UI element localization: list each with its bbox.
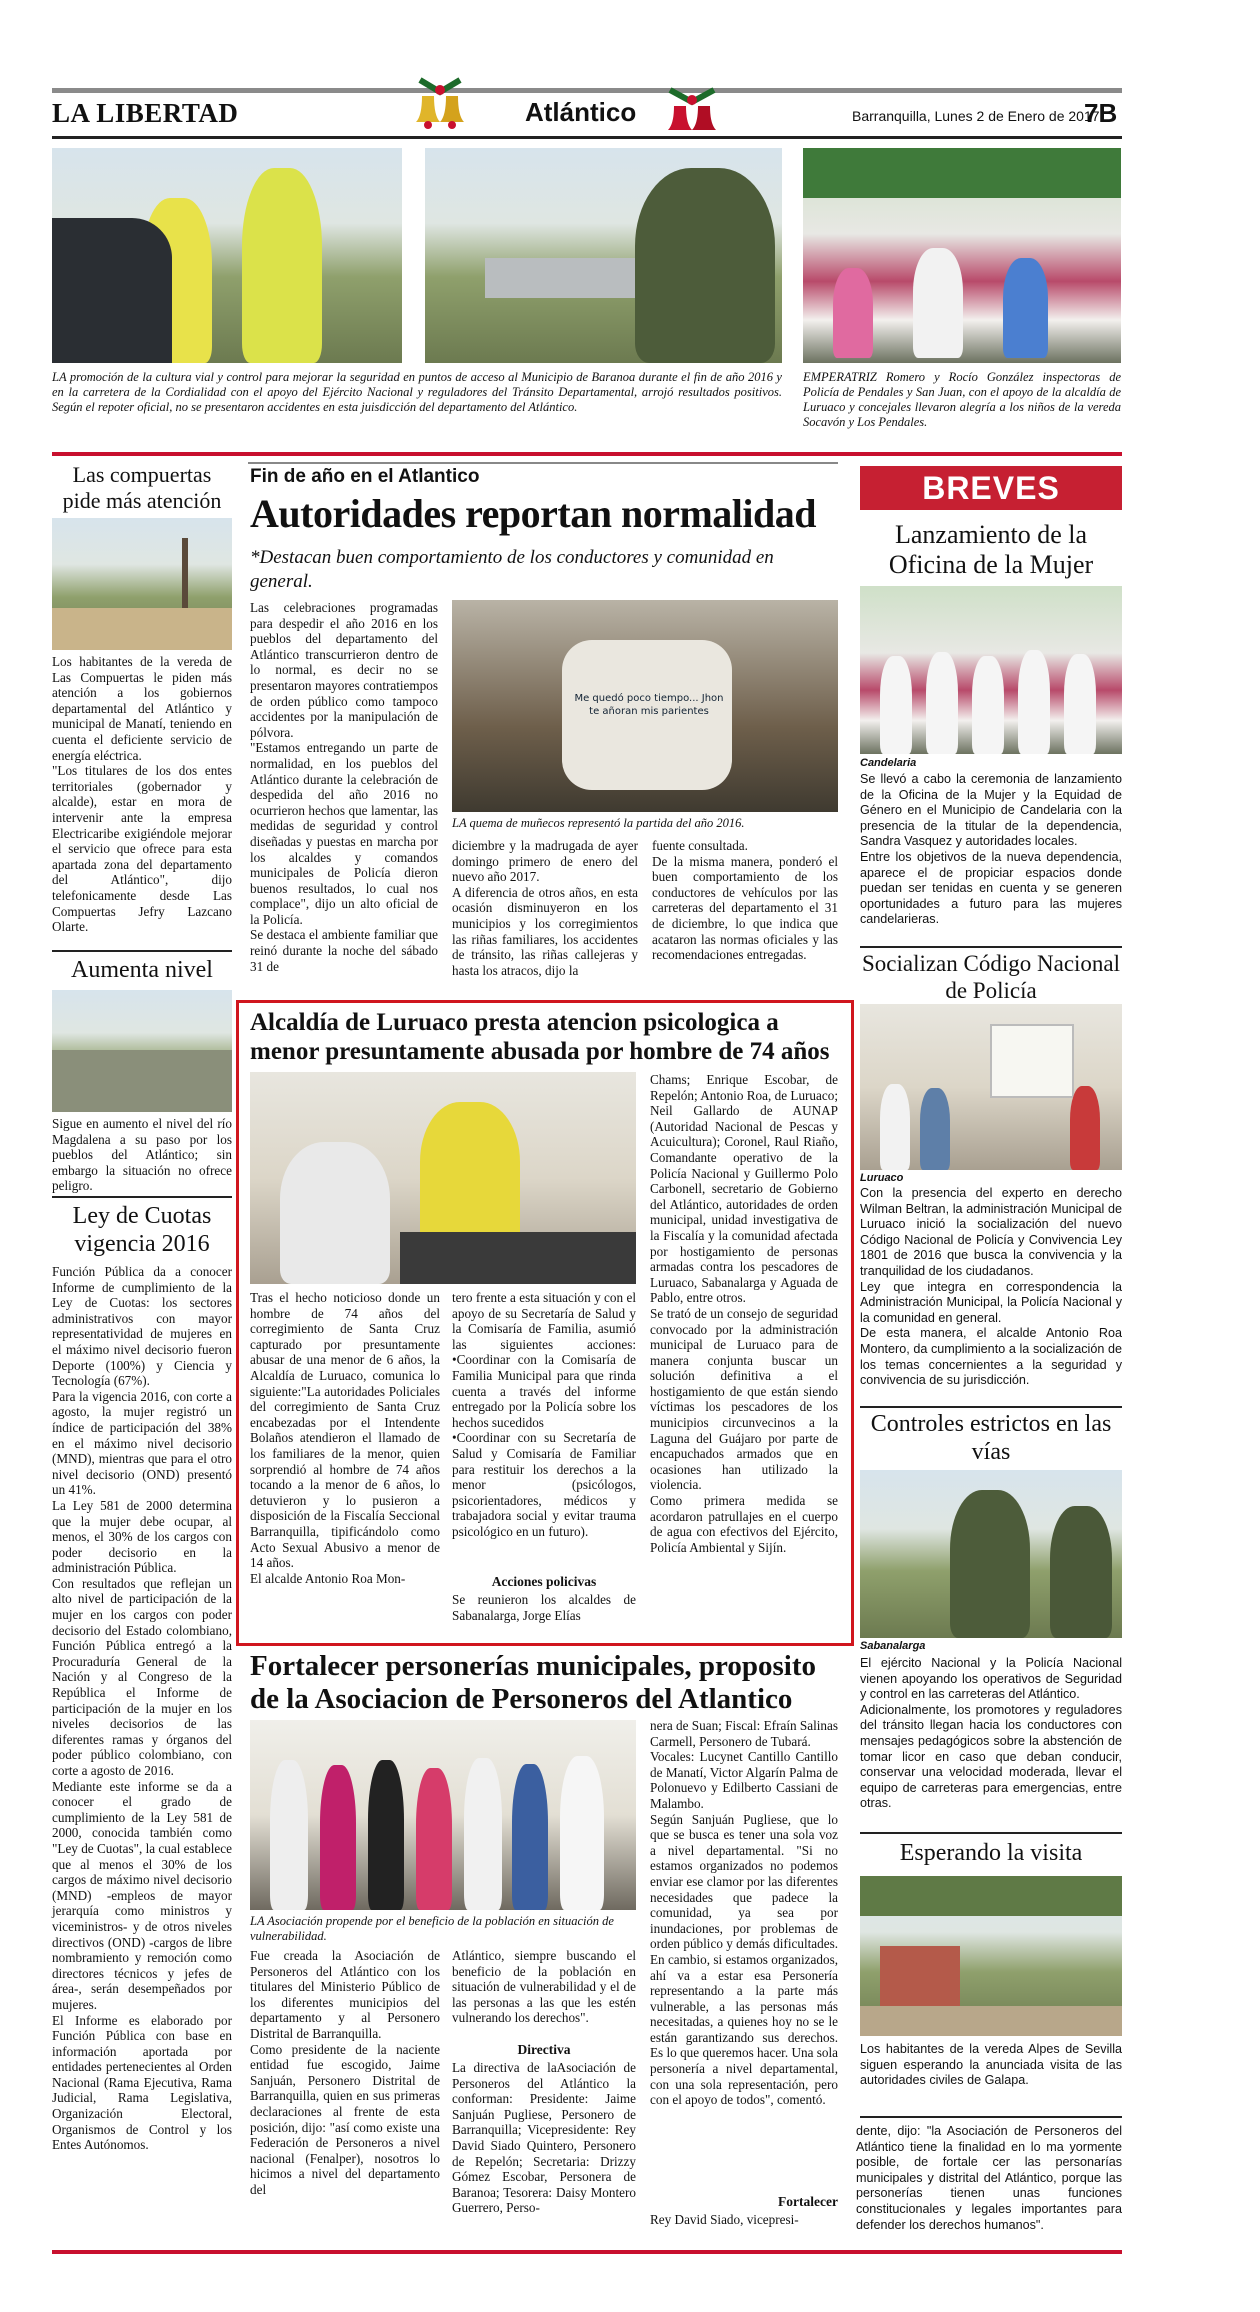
candelaria-tag: Candelaria [860, 757, 917, 769]
main-kicker: Fin de año en el Atlantico [250, 466, 480, 487]
controles-title: Controles estrictos en las vías [870, 1411, 1112, 1465]
codigo-policia-body: Con la presencia del experto en derecho Wilman Beltran, la administración Municipal de Luruaco inició la socialización del nuevo Código Nacional de Policía y Convivencia Ley 1801 de 2016 que busca la convivencia y la tranquilidad de los ciudadanos. Ley que integra en correspondencia la Administración Municipal, la Policía Nacional y la comunidad en general. De esta manera, el alcalde Antonio Roa Montero, da cumplimiento a la socialización de los temas concernientes a la seguridad y convivencia de su jurisdicción. [860, 1186, 1122, 1388]
personerias-col-2: Atlántico, siempre buscando el beneficio de la población en situación de vulnerabilidad y el de las personas a las que les estén vulnerando los derechos". [452, 1948, 636, 2026]
header-top-rule [52, 88, 1122, 93]
dateline: Barranquilla, Lunes 2 de Enero de 2017 [852, 108, 1100, 124]
river-photo [52, 990, 232, 1112]
luruaco-photo [250, 1072, 636, 1284]
compuertas-title: Las compuertas pide más atención [62, 462, 222, 513]
breves-rule [860, 946, 1122, 948]
breves-rule [860, 1832, 1122, 1834]
ley-cuotas-body: Función Pública da a conocer Informe de cumplimiento de la Ley de Cuotas: los sectores administrativos con mayor representatividad de mujeres en el máximo nivel decisorio fueron Deporte (100%) y Ciencia y Tecnología (67%). Para la vigencia 2016, con corte a agosto, la mujer registró un índice de participación del 38% en el máximo nivel decisorio (MND), mientras que para el otro nivel decisorio (OND) presentó un 41%. La Ley 581 de 2000 determina que la mujer debe ocupar, al menos, el 30% de los cargos con poder decisorio en la administración Pública. Con resultados que reflejan un alto nivel de participación de la mujer en los cargos con poder decisorio del Estado colombiano, Función Pública entregó a la Procuraduría General de la Nación y al Congreso de la República el Informe de participación de la mujer en los niveles decisorios de las diferentes ramas y órganos del poder público colombiano, con corte a agosto de 2016. Mediante este informe se da a conocer el grado de cumplimiento de la Ley 581 de 2000, conocida también como "Ley de Cuotas", la cual establece que al menos el 30% de los cargos de máximo nivel decisorio (MND) -empleos de mayor jerarquía como ministros y viceministros- y de otros niveles directivos (OND) -cargos de libre nombramiento y remoción como directores técnicos y jefes de área-, serán desempeñados por mujeres. El Informe es elaborado por Función Pública con base en información aportada por entidades pertenecientes al Orden Nacional (Rama Ejecutiva, Rama Judicial, Rama Legislativa, Organización Electoral, Organismos de Control y los Entes Autónomos. [52, 1264, 232, 2153]
personerias-col-1: Fue creada la Asociación de Personeros del Atlántico con los titulares del Ministerio Público de los diferentes municipios del departamento y al Personero Distrital de Barranquilla. Como presidente de la naciente entidad fue escogido, Jaime Sanjuán, Personero Distrital de Barranquilla, quien en sus primeras declaraciones al frente de esta posición, dijo: "así como existe una Federación de Personeros a nivel nacional (Fenalper), nosotros lo hicimos a nivel del departamento del [250, 1948, 440, 2197]
footer-rule [52, 2250, 1122, 2254]
codigo-policia-title: Socializan Código Nacional de Policía [861, 951, 1121, 1003]
luruaco-col-2: tero frente a esta situación y con el apoyo de su Secretaría de Salud y la Comisaría de Familia, asumió las siguientes acciones: •Coordinar con la Comisaría de Familia Municipal para que rinda cuenta a través del informe entregado por la Policía sobre los hechos sucedidos •Coordinar con su Secretaría de Salud y Comisaría de Familiar para restituir los derechos a la menor (psicólogos, psicorientadores, médicos y trabajadora social y evitar trauma psicológico en un futuro). [452, 1290, 636, 1539]
section-divider [52, 452, 1122, 456]
top-right-caption: EMPERATRIZ Romero y Rocío González inspectoras de Policía de Pendales y San Juan, con el apoyo de la alcaldía de Luruaco y concejales llevaron alegría a los niños de la vereda Socavón y Los Pendales. [803, 370, 1121, 429]
page-number: 7B [1084, 98, 1118, 128]
fortalecer-subhead: Fortalecer [778, 2194, 838, 2209]
sabanalarga-tag: Sabanalarga [860, 1640, 926, 1652]
header-bottom-rule [52, 136, 1122, 139]
effigy-sign: Me quedó poco tiempo... Jhon te añoran mis parientes [574, 693, 724, 717]
esperando-body: Los habitantes de la vereda Alpes de Sevilla siguen esperando la anunciada visita de las autoridades civiles de Galapa. [860, 2042, 1122, 2088]
christmas-bells-icon [410, 72, 470, 134]
luruaco-col-2b: Se reunieron los alcaldes de Sabanalarga, Jorge Elías [452, 1592, 636, 1623]
paper-name: LA LIBERTAD [52, 98, 239, 128]
oficina-mujer-photo [860, 586, 1122, 754]
traffic-control-photo [52, 148, 402, 363]
main-title: Autoridades reportan normalidad [250, 491, 817, 536]
children-event-photo [803, 148, 1121, 363]
sidebar-rule [52, 1196, 232, 1198]
effigy-photo [452, 600, 838, 812]
breves-rule [860, 2116, 1122, 2118]
christmas-bells-icon [662, 80, 722, 142]
luruaco-col-1: Tras el hecho noticioso donde un hombre de 74 años del corregimiento de Santa Cruz capturado por presuntamente abusar de una menor de 6 años, la Alcaldía de Luruaco, comunica lo siguiente:"La autoridades Policiales del corregimiento de Santa Cruz encabezadas por el Intendente Bolaños atendieron el llamado de los familiares de la menor, quien sorprendió al hombre de 74 años tocando a la menor de 6 años, lo detuvieron y lo pusieron a disposición de la Fiscalía Seccional Barranquilla, tipificándolo como Acto Sexual Abusivo a menor de 14 años. El alcalde Antonio Roa Mon- [250, 1290, 440, 1586]
compuertas-photo [52, 518, 232, 650]
top-left-caption: LA promoción de la cultura vial y control para mejorar la seguridad en puntos de acceso al Municipio de Baranoa durante el fin de año 2016 y en la carretera de la Cordialidad con el apoyo del Ejército Nacional y reguladores del Tránsito Departamental, arrojó resultados positivos. Según el repoter oficial, no se presentaron accidentes en esta juisdicción del departamento del Atlántico. [52, 370, 782, 414]
breves-banner: BREVES [860, 466, 1122, 510]
codigo-policia-photo [860, 1004, 1122, 1170]
personerias-col-3: nera de Suan; Fiscal: Efraín Salinas Carmell, Personero de Tubará. Vocales: Lucynet Cantillo Cantillo de Manatí, Victor Algarín Palma de Polonuevo y Edilberto Cassiani de Malambo. Según Sanjuán Pugliese, que lo que se busca es tener una sola voz a nivel departamental. "Si no estamos organizados no podemos enviar ese clamor por las diferentes necesidades que padece la comunidad, ya sea por inundaciones, por problemas de orden público y demás dificultades. En cambio, si estamos organizados, ahí va a estar esa Personería representando a la parte más vulnerable, a las personas más necesitadas, a quienes hoy no se le están garantizando sus derechos. Es lo que queremos hacer. Una sola personería a nivel departamental, con una sola representación, pero con el apoyo de todos", comentó. [650, 1718, 839, 2108]
main-top-rule [248, 462, 838, 464]
ley-cuotas-title: Ley de Cuotas vigencia 2016 [72, 1203, 212, 1257]
effigy-caption: LA quema de muñecos representó la partida del año 2016. [452, 816, 745, 830]
controles-photo [860, 1470, 1122, 1638]
esperando-photo [860, 1876, 1122, 2036]
main-col-2: diciembre y la madrugada de ayer domingo primero de enero del nuevo año 2017. A diferencia de otros años, en esta ocasión disminuyeron en los municipios y los corregimientos las riñas familiares, los accidentes de tránsito, las riñas callejeras y hasta los atracos, dijo la [452, 838, 638, 978]
personerias-title: Fortalecer personerías municipales, proposito de la Asociacion de Personeros del Atlantico [250, 1650, 816, 1715]
breves-rule [860, 1406, 1122, 1408]
oficina-mujer-title: Lanzamiento de la Oficina de la Mujer [888, 520, 1094, 579]
luruaco-col-3: Chams; Enrique Escobar, de Repelón; Antonio Roa, de Luruaco; Neil Gallardo de AUNAP (Autoridad Nacional de Pescas y Acuicultura); Coronel, Raul Riaño, Comandante operativo de la Policía Nacional y Guillermo Polo Carbonell, secretario de Gobierno del Atlántico, autoridades de orden municipal, unidad investigativa de la Fiscalía y la comunidad afectada por hostigamiento de personas armadas contra los pescadores de Luruaco, Sabanalarga y Aguada de Pablo, entre otros. Se trató de un consejo de seguridad convocado por la administración municipal de Luruaco para de manera conjunta buscar un solución definitiva a el hostigamiento de que están siendo víctimas los pescadores de los municipios circunvecinos a la Laguna del Guájaro por parte de encapuchados armados que en ocasiones han utilizado la violencia. Como primera medida se acordaron patrullajes en el cuerpo de agua con efectivos del Ejército, Policía Ambiental y Sijín. [650, 1072, 838, 1555]
oficina-mujer-body: Se llevó a cabo la ceremonia de lanzamiento de la Oficina de la Mujer y la Equidad de Género en el Municipio de Candelaria con la presencia de la titular de la dependencia, Sandra Vasquez y autoridades locales. Entre los objetivos de la nueva dependencia, aparece el de propiciar espacios donde puedan ser tenidas en cuenta y se generen oportunidades a futuro para las mujeres candelarieras. [860, 772, 1122, 927]
luruaco-title: Alcaldía de Luruaco presta atencion psicologica a menor presuntamente abusada por hombre de 74 años [250, 1009, 830, 1065]
compuertas-body: Los habitantes de la vereda de Las Compuertas le piden más atención a los gobiernos departamental del Atlántico y municipal de Manatí, teniendo en cuenta el deficiente servicio de energía eléctrica. "Los titulares de los dos entes territoriales (gobernador y alcalde), estar en mora de intervenir ante la empresa Electricaribe exigiéndole mejorar el servicio que ofrece para esta apartada zona del departamento del Atlántico", dijo telefonicamente desde Las Compuertas Jefry Lazcano Olarte. [52, 654, 232, 935]
directiva-subhead: Directiva [517, 2042, 571, 2057]
section-name: Atlántico [525, 97, 637, 127]
aumenta-nivel-title: Aumenta nivel [71, 957, 213, 983]
personerias-photo [250, 1720, 636, 1910]
sidebar-rule [52, 950, 232, 952]
personerias-col-2b: La directiva de laAsociación de Personeros del Atlántico la conforman: Presidente: Jaime Sanjuán Pugliese, Personero de Barranquilla; Vicepresidente: Rey David Siado Quintero, Personero de Repelón; Secretaria: Drizzy Gómez Escobar, Personera de Baranoa; Tesorera: Daisy Montero Guerrero, Perso- [452, 2060, 636, 2216]
personerias-caption: LA Asociación propende por el beneficio de la población en situación de vulnerabilidad. [250, 1914, 614, 1943]
aumenta-nivel-body: Sigue en aumento el nivel del río Magdalena a su paso por los pueblos del Atlántico; sin embargo la situación no ofrece peligro. [52, 1116, 232, 1194]
controles-body: El ejército Nacional y la Policía Nacional vienen apoyando los operativos de Seguridad y control en las carreteras del Atlántico. Adicionalmente, los promotores y reguladores del tránsito llegan hacia los conductores con mensajes pedagógicos sobre la abstención de tomar licor en caso que deban conducir, conservar una velocidad moderada, llevar el equipo de carreteras para emergencias, entre otras. [860, 1656, 1122, 1811]
personerias-col-3b: Rey David Siado, vicepresi- [650, 2212, 799, 2227]
main-col-1: Las celebraciones programadas para despedir el año 2016 en los pueblos del departamento del Atlántico transcurrieron dentro de lo normal, es decir no se presentaron mayores contratiempos de orden público como tampoco accidentes por la manipulación de pólvora. "Estamos entregando un parte de normalidad, en los pueblos del Atlántico durante la celebración de despedida del año 2016 no ocurrieron hechos que lamentar, las medidas de seguridad y control diseñadas y puestas en marcha por los alcaldes y comandos municipales de Policía dieron buenos resultados, lo cual nos complace", dijo un alto oficial de la Policía. Se destaca el ambiente familiar que reinó durante la noche del sábado 31 de [250, 600, 438, 974]
esperando-title: Esperando la visita [899, 1840, 1083, 1866]
luruaco-tag: Luruaco [860, 1172, 904, 1184]
personerias-col-4: dente, dijo: "la Asociación de Personeros del Atlántico tiene la finalidad en lo ma yormente posible, de fortale cer las personarías municipales y distrital del Atlántico, porque las personerías tienen unas funciones constitucionales y legales importantes para defender los derechos humanos". [856, 2124, 1122, 2232]
main-col-3: fuente consultada. De la misma manera, ponderó el buen comportamiento de los conductores de vehículos por las carreteras del departamento el 31 de diciembre, lo que indica que acataron las normas oficiales y las recomendaciones entregadas. [652, 838, 838, 963]
luruaco-subhead: Acciones policivas [491, 1574, 597, 1589]
main-subtitle: *Destacan buen comportamiento de los conductores y comunidad en general. [250, 547, 774, 592]
soldier-photo [425, 148, 782, 363]
